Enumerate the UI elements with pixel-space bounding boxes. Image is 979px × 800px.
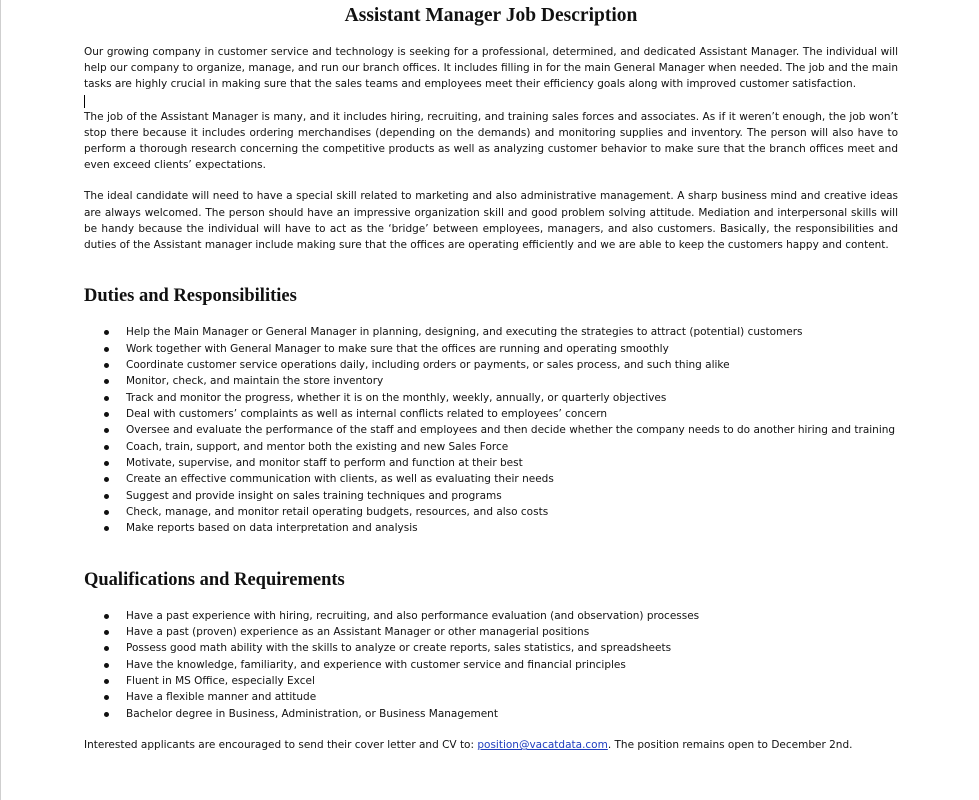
bullet-icon: [104, 363, 109, 368]
list-item[interactable]: Fluent in MS Office, especially Excel: [84, 673, 904, 689]
page-edge: [0, 0, 1, 800]
list-item[interactable]: Have a past (proven) experience as an Assistant Manager or other managerial positions: [84, 624, 904, 640]
list-item[interactable]: Have a past experience with hiring, recruiting, and also performance evaluation (and observation) processes: [84, 608, 904, 624]
bullet-icon: [104, 630, 109, 635]
duties-heading: Duties and Responsibilities: [84, 286, 297, 307]
bullet-icon: [104, 428, 109, 433]
list-item[interactable]: Motivate, supervise, and monitor staff to perform and function at their best: [84, 455, 904, 471]
list-item[interactable]: Make reports based on data interpretation and analysis: [84, 520, 904, 536]
list-item[interactable]: Have a flexible manner and attitude: [84, 689, 904, 705]
qualifications-heading: Qualifications and Requirements: [84, 569, 345, 590]
list-item[interactable]: Check, manage, and monitor retail operating budgets, resources, and also costs: [84, 504, 904, 520]
list-item[interactable]: Create an effective communication with clients, as well as evaluating their needs: [84, 471, 904, 487]
list-item[interactable]: Monitor, check, and maintain the store inventory: [84, 373, 904, 389]
qualifications-list: [84, 608, 904, 722]
intro-paragraph[interactable]: Our growing company in customer service and technology is seeking for a professional, determined, and dedicated Assistant Manager. The individual will help our company to organize, manage, and run our branch offices. It includes filling in for the main General Manager when needed. The job and the main tasks are highly crucial in making sure that the sales teams and employees meet their efficiency goals along with improved customer satisfaction.: [84, 46, 898, 91]
bullet-icon: [104, 663, 109, 668]
document-page: [84, 0, 904, 753]
bullet-icon: [104, 461, 109, 466]
closing-text-before: Interested applicants are encouraged to send their cover letter and CV to:: [84, 739, 478, 752]
list-item[interactable]: Work together with General Manager to make sure that the offices are running and operating smoothly: [84, 341, 904, 357]
job-paragraph[interactable]: The job of the Assistant Manager is many, and it includes hiring, recruiting, and training sales forces and associates. As if it weren’t enough, the job won’t stop there because it includes ordering merchandises (depending on the demands) and monitoring supplies and inventory. The person will also have to perform a thorough research concerning the competitive products as well as analyzing customer behavior to make sure that the branch offices meet and even exceed clients’ expectations.: [84, 110, 898, 172]
candidate-paragraph[interactable]: The ideal candidate will need to have a special skill related to marketing and also administrative management. A sharp business mind and creative ideas are always welcomed. The person should have an impressive organization skill and good problem solving attitude. Mediation and interpersonal skills will be handy because the individual will have to act as the ‘bridge’ between employees, managers, and also customers. Basically, the responsibilities and duties of the Assistant manager include making sure that the offices are operating efficiently and we are able to keep the customers happy and content.: [84, 190, 898, 252]
list-item[interactable]: Help the Main Manager or General Manager in planning, designing, and executing the strategies to attract (potential) customers: [84, 324, 904, 340]
bullet-icon: [104, 445, 109, 450]
bullet-icon: [104, 477, 109, 482]
list-item[interactable]: Oversee and evaluate the performance of the staff and employees and then decide whether the company needs to do another hiring and training: [84, 422, 904, 438]
list-item[interactable]: Track and monitor the progress, whether it is on the monthly, weekly, annually, or quarterly objectives: [84, 390, 904, 406]
bullet-icon: [104, 396, 109, 401]
bullet-icon: [104, 712, 109, 717]
bullet-icon: [104, 614, 109, 619]
empty-line[interactable]: [84, 93, 904, 109]
bullet-icon: [104, 526, 109, 531]
list-item[interactable]: Bachelor degree in Business, Administration, or Business Management: [84, 706, 904, 722]
bullet-icon: [104, 330, 109, 335]
text-cursor: [84, 95, 85, 108]
list-item[interactable]: Coach, train, support, and mentor both the existing and new Sales Force: [84, 439, 904, 455]
closing-paragraph: [84, 737, 904, 753]
duties-list: [84, 324, 904, 536]
list-item[interactable]: Deal with customers’ complaints as well as internal conflicts related to employees’ concern: [84, 406, 904, 422]
list-item[interactable]: Possess good math ability with the skills to analyze or create reports, sales statistics, and spreadsheets: [84, 640, 904, 656]
bullet-icon: [104, 347, 109, 352]
bullet-icon: [104, 494, 109, 499]
list-item[interactable]: Suggest and provide insight on sales training techniques and programs: [84, 488, 904, 504]
list-item[interactable]: Coordinate customer service operations daily, including orders or payments, or sales process, and such thing alike: [84, 357, 904, 373]
bullet-icon: [104, 510, 109, 515]
list-item[interactable]: Have the knowledge, familiarity, and experience with customer service and financial principles: [84, 657, 904, 673]
email-link[interactable]: position@vacatdata.com: [477, 739, 608, 752]
bullet-icon: [104, 646, 109, 651]
bullet-icon: [104, 379, 109, 384]
bullet-icon: [104, 412, 109, 417]
bullet-icon: [104, 695, 109, 700]
page-title: Assistant Manager Job Description: [344, 5, 638, 26]
bullet-icon: [104, 679, 109, 684]
closing-text-after: . The position remains open to December 2nd.: [607, 739, 853, 752]
